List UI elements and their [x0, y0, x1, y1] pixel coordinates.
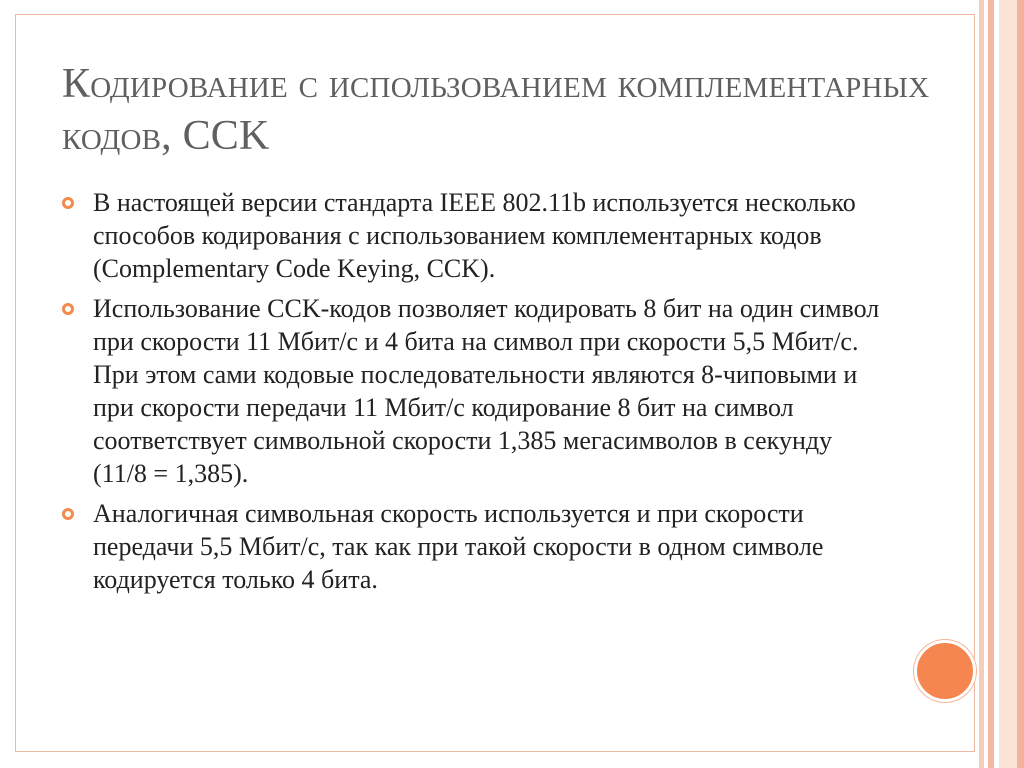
bullet-icon — [62, 508, 74, 520]
bullet-list — [62, 186, 888, 603]
bullet-item — [62, 292, 888, 490]
bullet-text: В настоящей версии стандарта IEEE 802.11b используется несколько способов кодирования с использованием комплементарных кодов (Complementary Code Keying, CCK). — [93, 188, 856, 283]
bullet-icon — [62, 303, 74, 315]
decorative-stripe — [999, 0, 1017, 768]
bullet-item — [62, 497, 888, 596]
bullet-text: Использование CCK-кодов позволяет кодировать 8 бит на один символ при скорости 11 Мбит/с и 4 бита на символ при скорости 5,5 Мбит/с. При этом сами кодовые последовательности являются 8-чиповыми и при скорости передачи 11 Мбит/с кодирование 8 бит на символ соответствует символьной скорости 1,385 мегасимволов в секунду (11/8 = 1,385). — [93, 294, 880, 488]
bullet-text: Аналогичная символьная скорость используется и при скорости передачи 5,5 Мбит/с, так как при такой скорости в одном символе кодируется только 4 бита. — [93, 499, 824, 594]
bullet-item — [62, 186, 888, 285]
bullet-icon — [62, 197, 74, 209]
slide-title: Кодирование с использованием комплементарных кодов, CCK — [62, 61, 930, 159]
decorative-stripe — [979, 0, 984, 768]
decorative-stripe — [1017, 0, 1024, 768]
orange-circle-icon — [914, 640, 976, 702]
decorative-stripe — [988, 0, 994, 768]
